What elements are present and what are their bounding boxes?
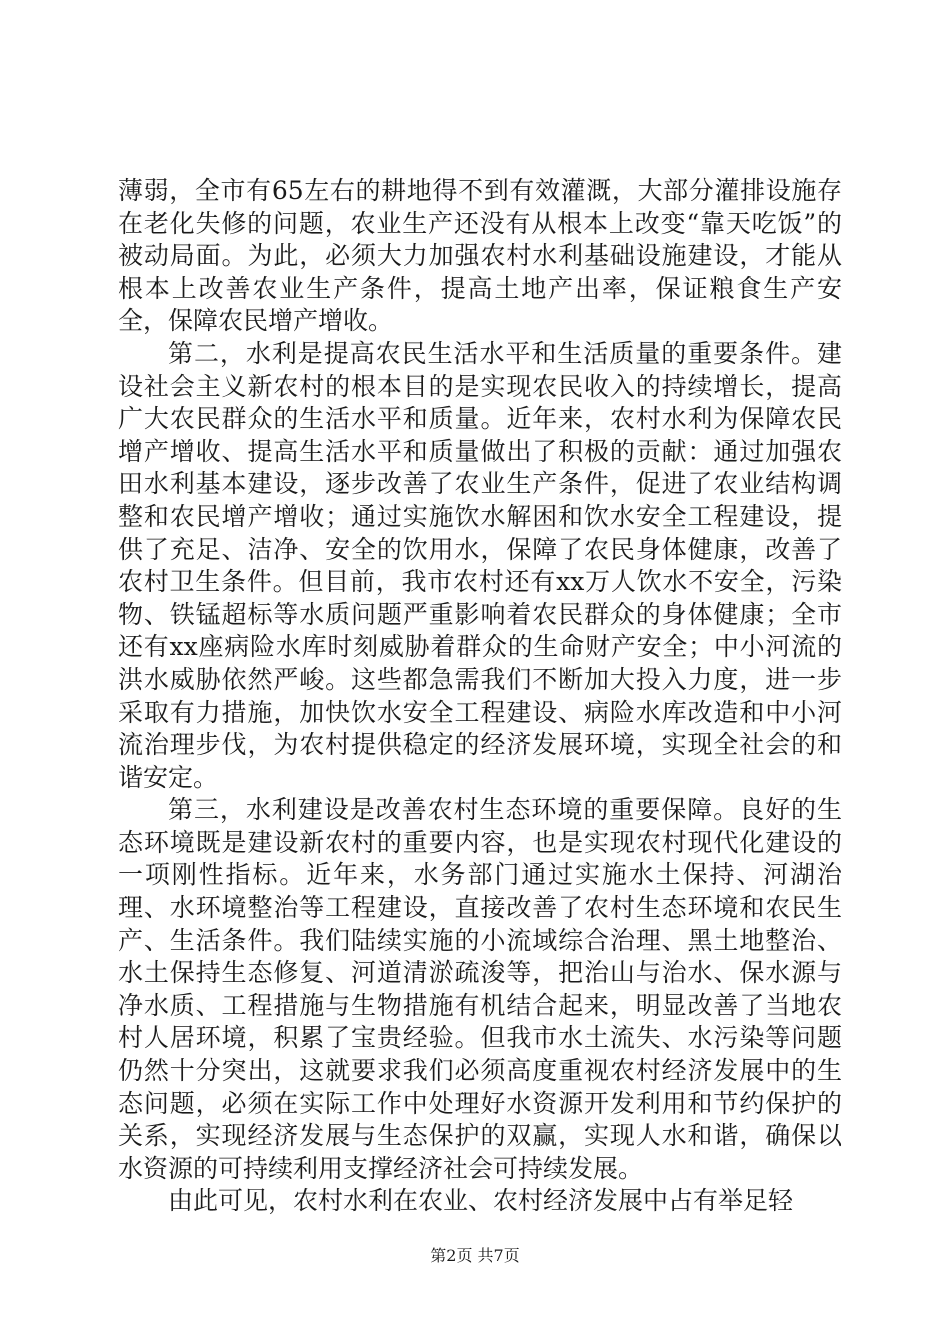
paragraph-third-point: 第三，水利建设是改善农村生态环境的重要保障。良好的生态环境既是建设新农村的重要内容，也是实现农村现代化建设的一项刚性指标。近年来，水务部门通过实施水土保持、河湖治理、水环境整治等工程建设，直接改善了农村生态环境和农民生产、生活条件。我们陆续实施的小流域综合治理、黑土地整治、水土保持生态修复、河道清淤疏浚等，把治山与治水、保水源与净水质、工程措施与生物措施有机结合起来，明显改善了当地农村人居环境，积累了宝贵经验。但我市水土流失、水污染等问题仍然十分突出，这就要求我们必须高度重视农村经济发展中的生态问题，必须在实际工作中处理好水资源开发利用和节约保护的关系，实现经济发展与生态保护的双赢，实现人水和谐，确保以水资源的可持续利用支撑经济社会可持续发展。 xyxy=(118,795,842,1183)
paragraph-conclusion: 由此可见，农村水利在农业、农村经济发展中占有举足轻 xyxy=(168,1186,794,1216)
paragraph-second-point: 第二，水利是提高农民生活水平和生活质量的重要条件。建设社会主义新农村的根本目的是实现农民收入的持续增长，提高广大农民群众的生活水平和质量。近年来，农村水利为保障农民增产增收、提高生活水平和质量做出了积极的贡献：通过加强农田水利基本建设，逐步改善了农业生产条件，促进了农业结构调整和农民增产增收；通过实施饮水解困和饮水安全工程建设，提供了充足、洁净、安全的饮用水，保障了农民身体健康，改善了农村卫生条件。但目前，我市农村还有xx万人饮水不安全，污染物、铁锰超标等水质问题严重影响着农民群众的身体健康；全市还有xx座病险水库时刻威胁着群众的生命财产安全；中小河流的洪水威胁依然严峻。这些都急需我们不断加大投入力度，进一步采取有力措施，加快饮水安全工程建设、病险水库改造和中小河流治理步伐，为农村提供稳定的经济发展环境，实现全社会的和谐安定。 xyxy=(118,338,842,792)
page-number-footer: 第2页 共7页 xyxy=(430,1246,520,1265)
body-text xyxy=(118,175,842,1218)
paragraph-continued: 薄弱，全市有65左右的耕地得不到有效灌溉，大部分灌排设施存在老化失修的问题，农业生产还没有从根本上改变“靠天吃饭”的被动局面。为此，必须大力加强农村水利基础设施建设，才能从根本上改善农业生产条件，提高土地产出率，保证粮食生产安全，保障农民增产增收。 xyxy=(118,176,842,336)
